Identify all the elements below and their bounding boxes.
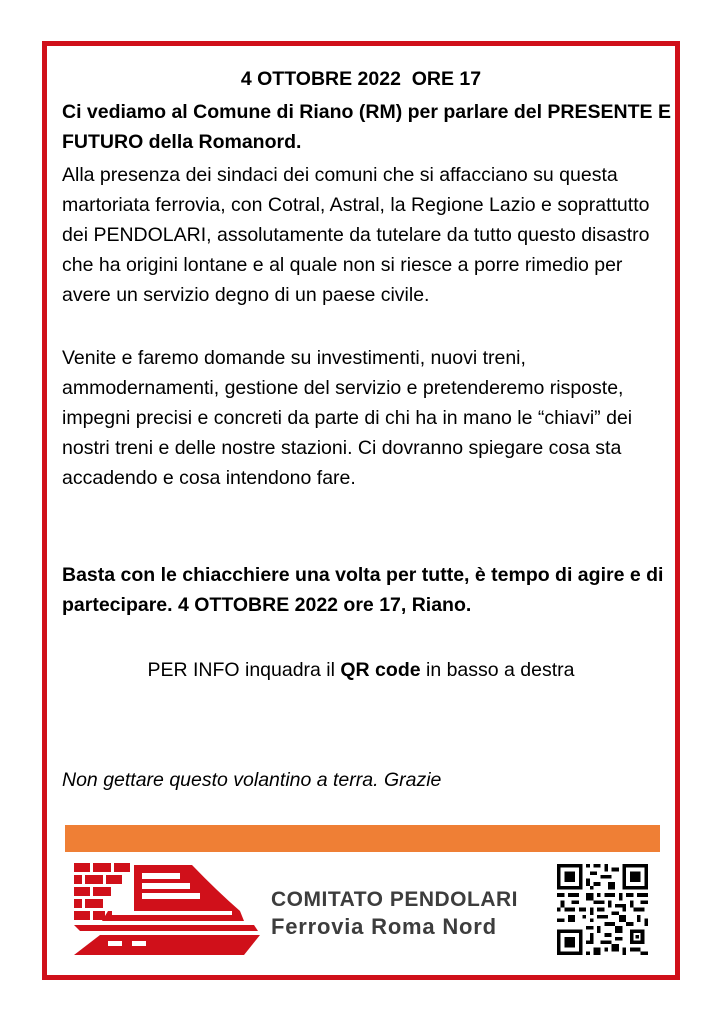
body-paragraph-2: Venite e faremo domande su investimenti, nuovi treni, ammodernamenti, gestione del servizio e pretenderemo risposte, impegni precisi e concreti da parte di chi ha in mano le “chiavi” dei nostri treni e delle nostre stazioni. Ci dovranno spiegare cosa sta accadendo e cosa intendono fare. [62, 347, 633, 489]
train-logo-icon [72, 861, 262, 956]
closing-paragraph: Basta con le chiacchiere una volta per tutte, è tempo di agire e di partecipare. 4 OTTOBRE 2022 ore 17, Riano. [62, 564, 664, 616]
org-line-2: Ferrovia Roma Nord [271, 914, 497, 939]
organization-name [271, 888, 518, 940]
qr-code-icon [557, 864, 648, 955]
accent-bar [65, 825, 660, 852]
info-suffix: in basso a destra [420, 659, 575, 681]
info-highlight: QR code [340, 659, 421, 681]
flyer-frame [42, 41, 680, 980]
info-line [47, 659, 675, 682]
event-date-title: 4 OTTOBRE 2022 ORE 17 [240, 68, 482, 90]
footnote: Non gettare questo volantino a terra. Grazie [62, 769, 442, 791]
info-prefix: PER INFO inquadra il [147, 659, 341, 681]
org-line-1: COMITATO PENDOLARI [271, 888, 518, 911]
body-paragraph-1: Alla presenza dei sindaci dei comuni che si affacciano su questa martoriata ferrovia, con Cotral, Astral, la Regione Lazio e soprattutto dei PENDOLARI, assolutamente da tutelare da tutto questo disastro che ha origini lontane e al quale non si riesce a porre rimedio per avere un servizio degno di un paese civile. [62, 164, 650, 306]
lead-paragraph: Ci vediamo al Comune di Riano (RM) per parlare del PRESENTE E FUTURO della Romanord. [62, 101, 671, 153]
